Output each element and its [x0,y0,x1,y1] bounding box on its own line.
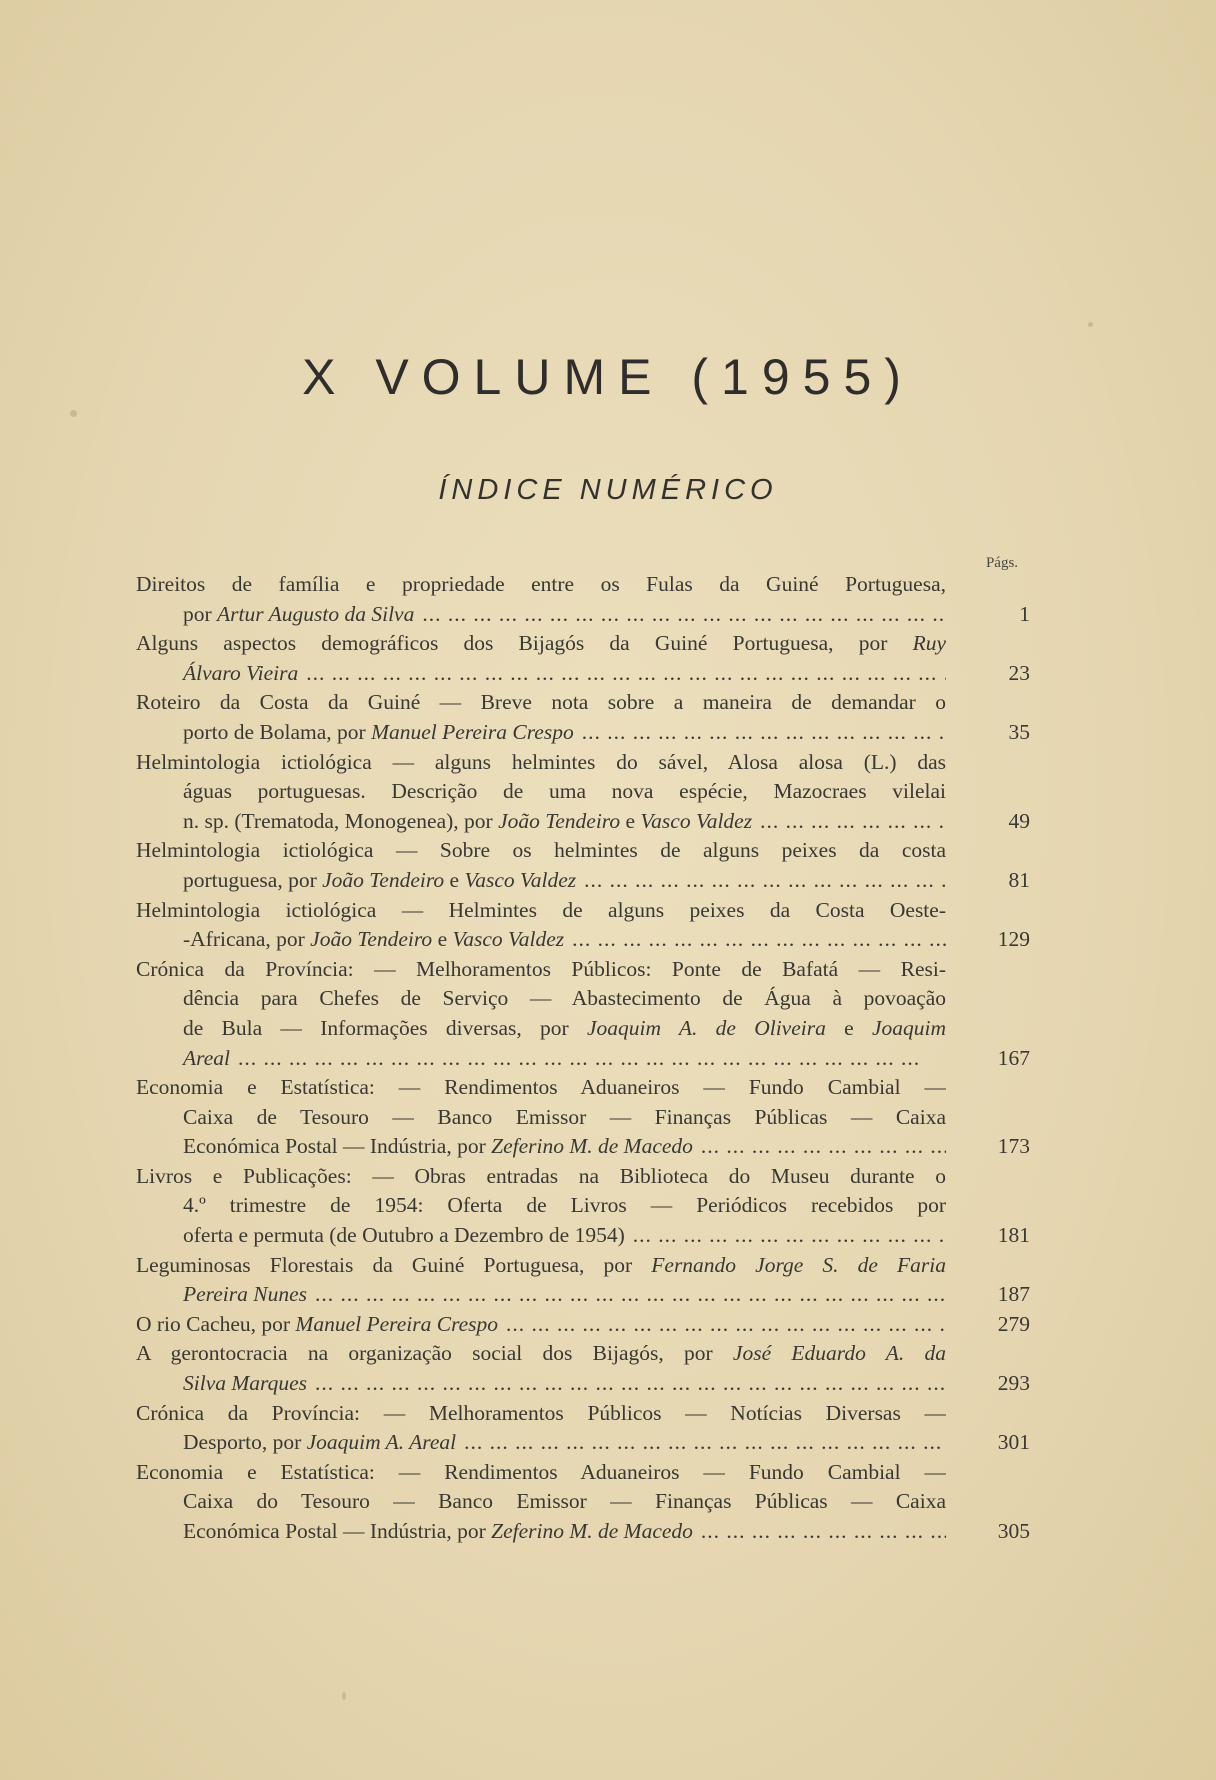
toc-entry [136,836,1030,895]
page-number: 293 [997,1371,1030,1396]
author-name: Silva Marques [183,1371,308,1396]
title-text: Crónica da Província: — Melhoramentos Públicos — Notícias Diversas — [136,1400,946,1425]
toc-entry [136,896,1030,955]
toc-entry [136,570,1030,629]
toc-entry [136,1162,1030,1251]
leader-dots [752,809,946,833]
title-text: Desporto, por [183,1430,307,1455]
title-text: Helmintologia ictiológica — Helmintes de alguns peixes da Costa Oeste- [136,897,946,922]
toc-entry-line [136,1251,946,1281]
toc-entry-line [136,1428,946,1458]
table-of-contents [136,570,1030,1547]
toc-entry-line [136,777,946,807]
leader-dots [307,1282,946,1306]
leader-dots [574,720,946,744]
author-name: Fernando Jorge S. de Faria [651,1252,946,1277]
author-name: Vasco Valdez [640,808,753,833]
toc-entry-line [136,836,946,866]
author-name: Joaquim [871,1015,946,1040]
toc-entry-line [136,807,946,837]
author-name: Vasco Valdez [464,867,577,892]
title-text: Económica Postal — Indústria, por [183,1134,492,1159]
title-text: Económica Postal — Indústria, por [183,1519,492,1543]
toc-entry-line [136,1162,946,1192]
leader-dots [576,868,946,892]
title-text: -Africana, por [183,927,311,952]
title-text: Direitos de família e propriedade entre os Fulas da Guiné Portuguesa, [136,572,946,596]
toc-entry-line [136,1280,946,1310]
title-text: e [620,808,641,833]
author-name: Pereira Nunes [183,1282,308,1307]
toc-entry [136,1073,1030,1162]
paper-speck [342,1692,346,1700]
title-text: Alguns aspectos demográficos dos Bijagós da Guiné Portuguesa, por [136,631,913,656]
leader-dots [298,661,946,685]
toc-entry-line [136,1487,946,1517]
title-text: e [825,1015,872,1040]
toc-entry-line [136,659,946,689]
page-number: 167 [997,1045,1030,1070]
author-name: Manuel Pereira Crespo [295,1311,499,1336]
author-name: Álvaro Vieira [183,660,299,685]
author-name: João Tendeiro [322,867,445,892]
title-text: dência para Chefes de Serviço — Abastecimento de Água à povoação [183,986,946,1011]
toc-entry-line [136,984,946,1014]
volume-title: X VOLUME (1955) [302,349,914,405]
title-text: Economia e Estatística: — Rendimentos Aduaneiros — Fundo Cambial — [136,1459,946,1484]
toc-entry-line [136,748,946,778]
toc-entry-line [136,1132,946,1162]
leader-dots [414,602,946,626]
leader-dots [693,1519,946,1543]
toc-entry [136,1399,1030,1458]
title-text: Livros e Publicações: — Obras entradas na Biblioteca do Museu durante o [136,1163,946,1188]
title-text: Crónica da Província: — Melhoramentos Públicos: Ponte de Bafatá — Resi- [136,956,946,981]
title-text: águas portuguesas. Descrição de uma nova espécie, Mazocraes vilelai [183,779,946,804]
toc-entry-line [136,600,946,630]
page-number: 81 [1008,867,1030,892]
page-number: 187 [997,1282,1030,1307]
title-text: porto de Bolama, por [183,719,372,744]
page-number: 49 [1008,808,1030,833]
page-number: 301 [997,1430,1030,1455]
title-text: portuguesa, por [183,867,323,892]
author-name: Artur Augusto da Silva [217,601,415,626]
title-text: Caixa de Tesouro — Banco Emissor — Finanças Públicas — Caixa [183,1104,946,1129]
title-text: Helmintologia ictiológica — alguns helmintes do sável, Alosa alosa (L.) das [136,749,946,774]
author-name: Zeferino M. de Macedo [491,1134,693,1159]
toc-entry-line [136,1458,946,1488]
toc-entry [136,748,1030,837]
paper-speck [1088,322,1093,327]
toc-entry [136,1458,1030,1547]
page-number: 181 [997,1223,1030,1248]
toc-entry-line [136,1103,946,1133]
toc-entry-line [136,896,946,926]
toc-entry [136,1251,1030,1310]
title-text: O rio Cacheu, por [136,1311,296,1336]
leader-dots [230,1046,920,1070]
toc-entry-line [136,1339,946,1369]
toc-entry [136,688,1030,747]
title-text: A gerontocracia na organização social dos Bijagós, por [136,1341,733,1366]
author-name: João Tendeiro [498,808,621,833]
title-text: 4.º trimestre de 1954: Oferta de Livros — Periódicos recebidos por [183,1193,946,1218]
title-text: de Bula — Informações diversas, por [183,1015,587,1040]
title-text: Caixa do Tesouro — Banco Emissor — Finanças Públicas — Caixa [183,1489,946,1514]
toc-entry-line [136,925,946,955]
author-name: Vasco Valdez [452,927,565,952]
toc-entry-line [136,866,946,896]
toc-entry-line [136,688,946,718]
toc-entry-line [136,1014,946,1044]
title-text: e [432,927,453,952]
toc-entry-line [136,1073,946,1103]
leader-dots [307,1371,946,1395]
page-number: 173 [997,1134,1030,1159]
leader-dots [456,1430,946,1454]
pages-column-header: Págs. [985,555,1019,571]
title-text: Leguminosas Florestais da Guiné Portuguesa, por [136,1252,652,1277]
toc-entry [136,1310,1030,1340]
page-number: 305 [997,1519,1030,1543]
toc-entry-line [136,570,946,600]
index-subtitle: ÍNDICE NUMÉRICO [438,474,778,506]
author-name: Ruy [912,631,946,656]
title-text: Economia e Estatística: — Rendimentos Aduaneiros — Fundo Cambial — [136,1075,946,1100]
author-name: Joaquim A. Areal [306,1430,457,1455]
author-name: Zeferino M. de Macedo [491,1519,693,1543]
toc-entry-line [136,1044,946,1074]
toc-entry-line [136,718,946,748]
title-text: por [183,601,218,626]
toc-entry-line [136,1399,946,1429]
title-text: Roteiro da Costa da Guiné — Breve nota sobre a maneira de demandar o [136,690,946,715]
page-number: 35 [1008,719,1030,744]
toc-entry-line [136,1221,946,1251]
leader-dots [564,927,946,951]
toc-entry-line [136,1310,946,1340]
title-text: Helmintologia ictiológica — Sobre os helmintes de alguns peixes da costa [136,838,946,863]
author-name: José Eduardo A. da [732,1341,946,1366]
author-name: Manuel Pereira Crespo [371,719,574,744]
toc-entry [136,1339,1030,1398]
title-text: oferta e permuta (de Outubro a Dezembro de 1954) [183,1223,625,1248]
toc-entry [136,629,1030,688]
toc-entry-line [136,1517,946,1547]
title-text: e [444,867,465,892]
page-number: 23 [1008,660,1030,685]
author-name: João Tendeiro [310,927,433,952]
paper-speck [70,410,77,417]
toc-entry [136,955,1030,1073]
title-text: n. sp. (Trematoda, Monogenea), por [183,808,499,833]
toc-entry-line [136,955,946,985]
toc-entry-line [136,629,946,659]
page-number: 129 [997,927,1030,952]
leader-dots [498,1312,946,1336]
author-name: Areal [183,1045,230,1070]
leader-dots [625,1223,946,1247]
leader-dots [693,1134,946,1158]
page-number: 279 [997,1311,1030,1336]
toc-entry-line [136,1369,946,1399]
page-number: 1 [1019,601,1030,626]
toc-entry-line [136,1191,946,1221]
author-name: Joaquim A. de Oliveira [586,1015,826,1040]
